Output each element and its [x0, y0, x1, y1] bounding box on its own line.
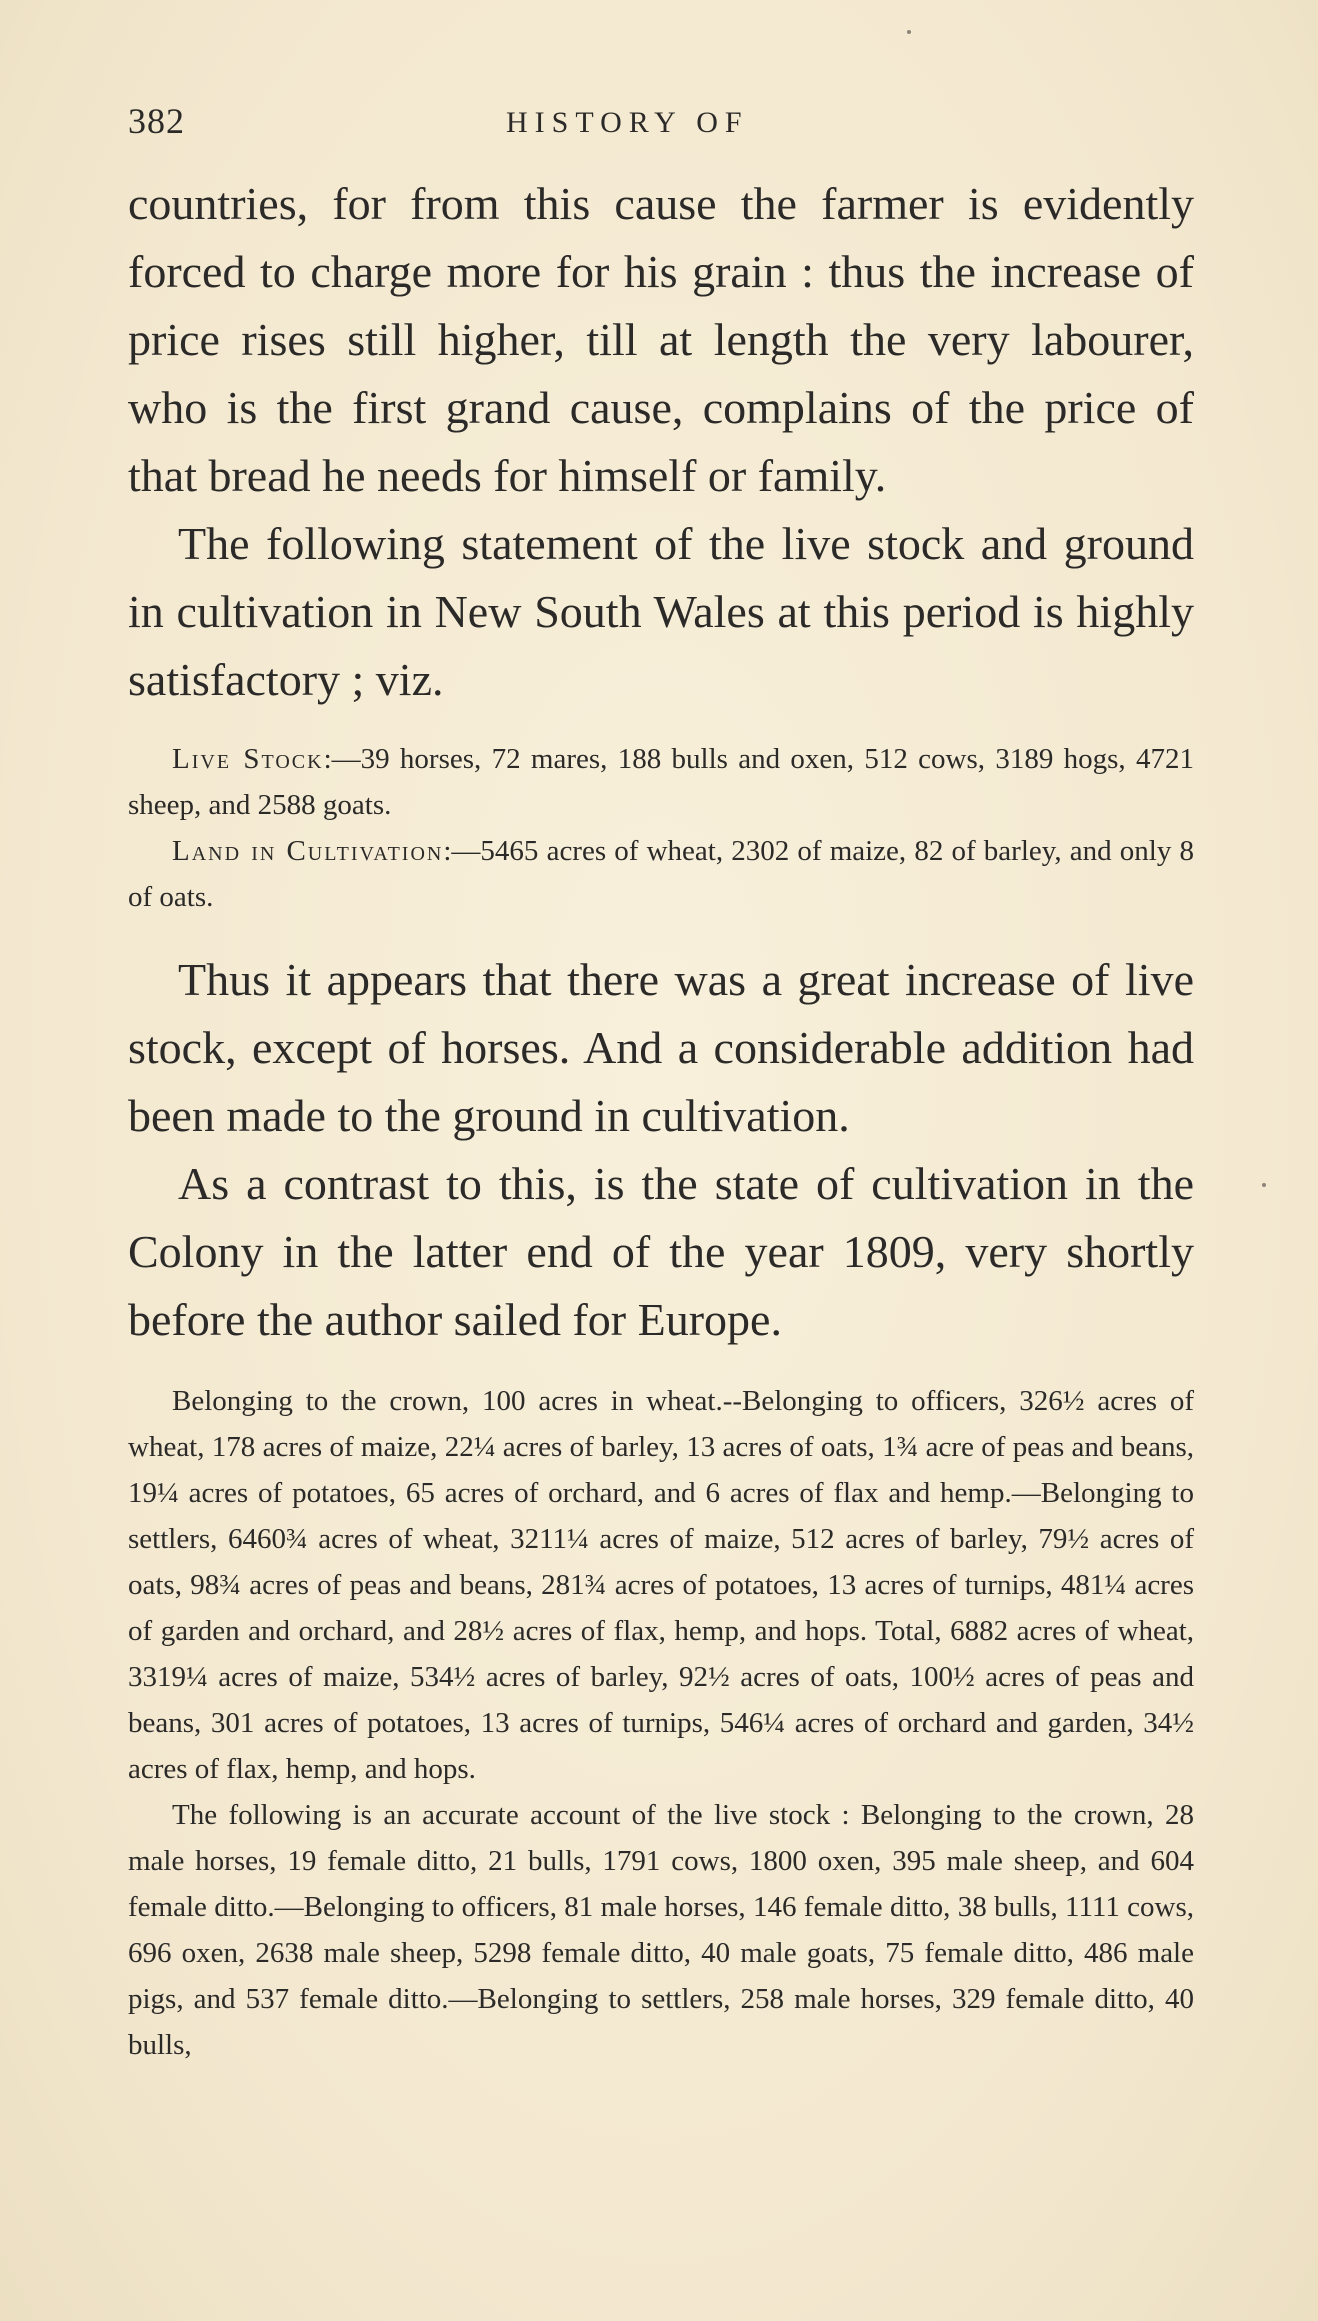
live-stock-text: :—39 horses, 72 mares, 188 bulls and oxen, 512 cows, 3189 hogs, 4721 sheep, and 2588 goats. [128, 743, 1194, 821]
paragraph-continuation: countries, for from this cause the farmer is evidently forced to charge more for his grain : thus the increase of price rises still higher, till at length the very labourer, who is the first grand cause, complains of the price of that bread he needs for himself or family. [128, 178, 1194, 501]
paragraph-increase: Thus it appears that there was a great increase of live stock, except of horses. And a considerable addition had been made to the ground in cultivation. [128, 954, 1194, 1141]
live-stock-label: Live Stock [172, 743, 324, 775]
land-cultivation-entry [128, 828, 1194, 920]
paragraph-contrast: As a contrast to this, is the state of cultivation in the Colony in the latter end of the year 1809, very shortly before the author sailed for Europe. [128, 1158, 1194, 1345]
running-head: HISTORY OF [506, 106, 749, 139]
land-cultivation-label: Land in Cultivation [172, 835, 444, 867]
paper-speck [1262, 1183, 1266, 1187]
paragraph-live-stock-account: The following is an accurate account of the live stock : Belonging to the crown, 28 male horses, 19 female ditto, 21 bulls, 1791 cows, 1800 oxen, 395 male sheep, and 604 female ditto.—Belonging to officers, 81 male horses, 146 female ditto, 38 bulls, 1111 cows, 696 oxen, 2638 male sheep, 5298 female ditto, 40 male goats, 75 female ditto, 486 male pigs, and 537 female ditto.—Belonging to settlers, 258 male horses, 329 female ditto, 40 bulls, [128, 1799, 1194, 2061]
live-stock-entry [128, 736, 1194, 828]
page-number: 382 [128, 101, 185, 141]
paragraph-statement-intro: The following statement of the live stock and ground in cultivation in New South Wales at this period is highly satisfactory ; viz. [128, 518, 1194, 705]
land-cultivation-text: :—5465 acres of wheat, 2302 of maize, 82 of barley, and only 8 of oats. [128, 835, 1194, 913]
paragraph-cultivation-1809: Belonging to the crown, 100 acres in wheat.--Belonging to officers, 326½ acres of wheat, 178 acres of maize, 22¼ acres of barley, 13 acres of oats, 1¾ acre of peas and beans, 19¼ acres of potatoes, 65 acres of orchard, and 6 acres of flax and hemp.—Belonging to settlers, 6460¾ acres of wheat, 3211¼ acres of maize, 512 acres of barley, 79½ acres of oats, 98¾ acres of peas and beans, 281¾ acres of potatoes, 13 acres of turnips, 481¼ acres of garden and orchard, and 28½ acres of flax, hemp, and hops. Total, 6882 acres of wheat, 3319¼ acres of maize, 534½ acres of barley, 92½ acres of oats, 100½ acres of peas and beans, 301 acres of potatoes, 13 acres of turnips, 546¼ acres of orchard and garden, 34½ acres of flax, hemp, and hops. [128, 1385, 1194, 1785]
page-header [128, 100, 1188, 150]
paper-speck [907, 30, 911, 34]
body-text [128, 170, 1194, 2068]
